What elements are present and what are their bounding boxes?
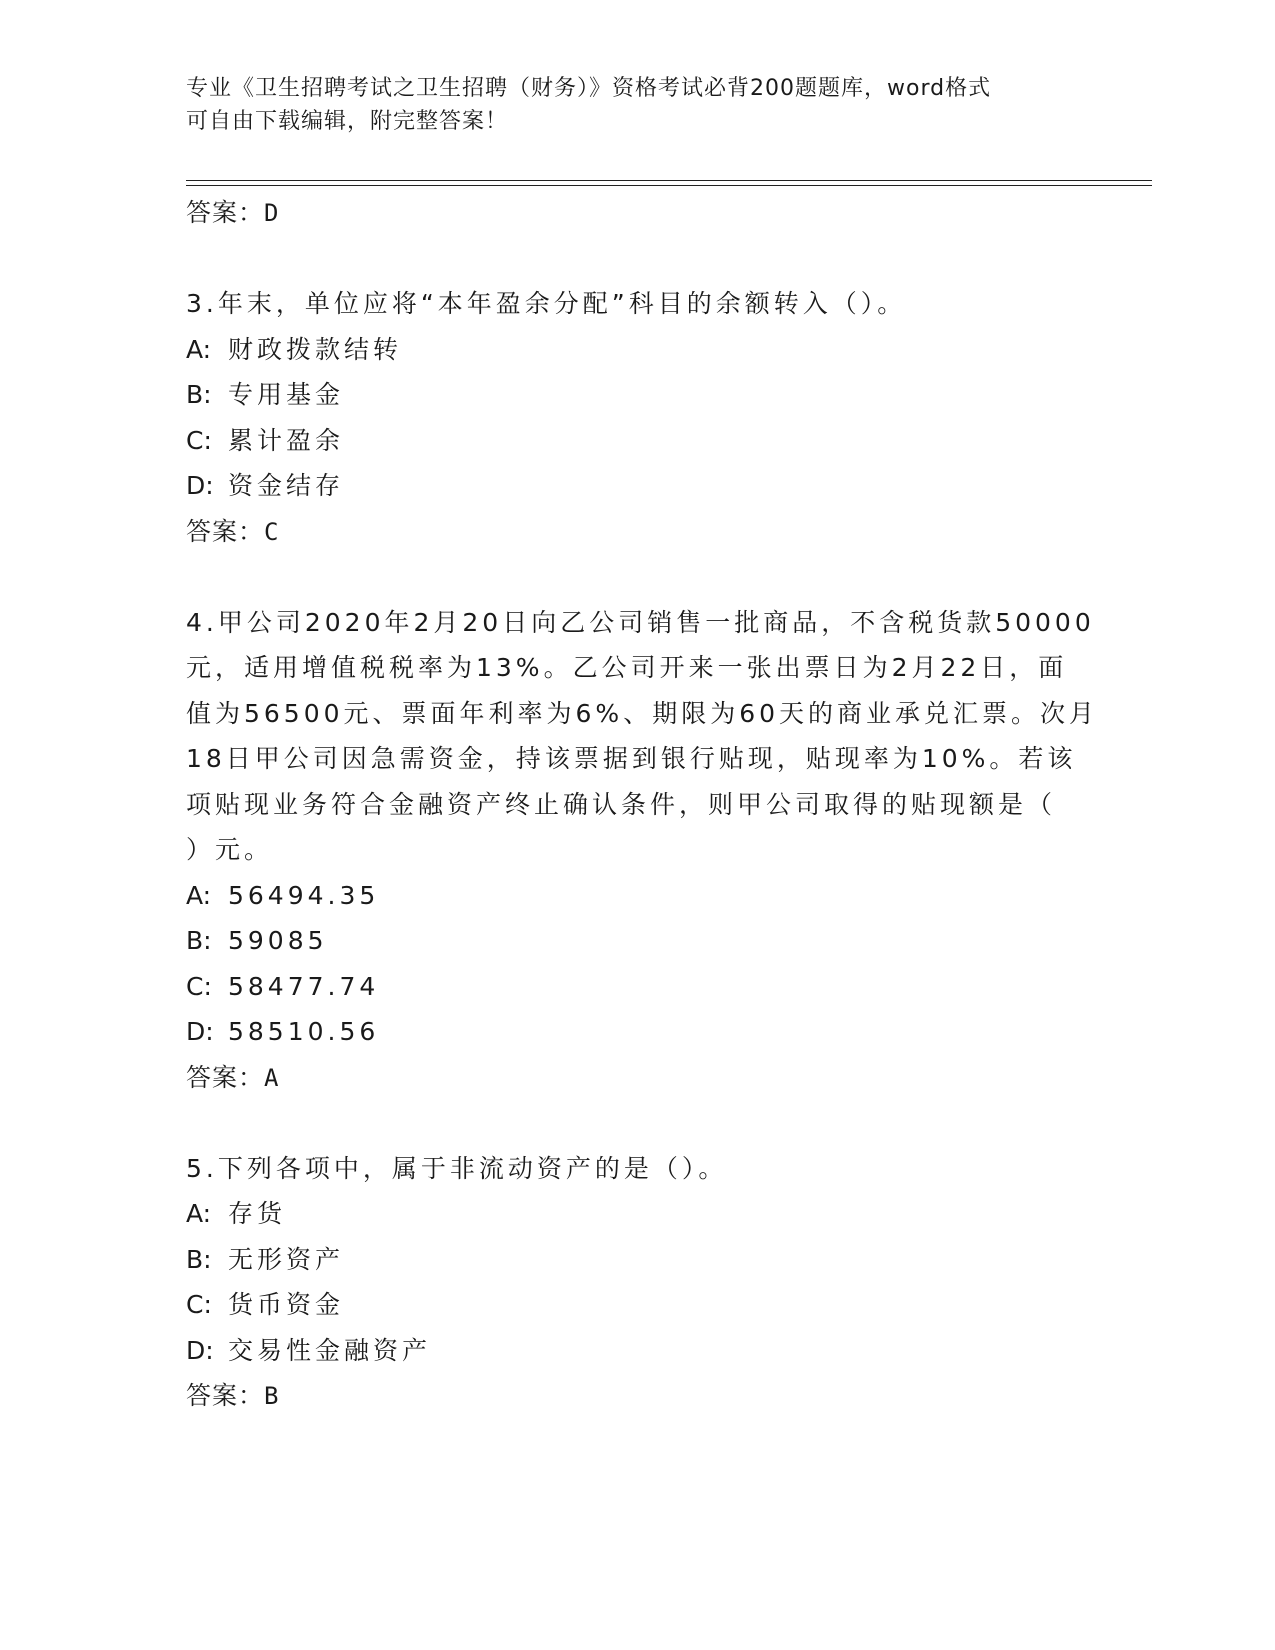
option-key: C: (186, 971, 212, 1001)
option-text: 货币资金 (228, 1290, 345, 1319)
option-a (186, 327, 1086, 373)
answer-label: 答案： (186, 516, 265, 546)
option-key: C: (186, 1290, 212, 1319)
option-key: A: (186, 334, 212, 364)
option-key: B: (186, 380, 212, 409)
option-a (186, 873, 1086, 919)
option-key: D: (186, 471, 214, 500)
stem-line: 5.下列各项中，属于非流动资产的是（）。 (186, 1153, 728, 1183)
question-stem (186, 600, 1099, 873)
option-text: 交易性金融资产 (228, 1335, 432, 1365)
header-line-2: 可自由下载编辑，附完整答案！ (186, 109, 509, 134)
answer-line (186, 190, 1086, 235)
header-divider-top (186, 180, 1152, 181)
option-text: 存货 (228, 1199, 287, 1228)
option-b (186, 372, 1086, 418)
option-c (186, 1282, 1086, 1328)
option-text: 56494.35 (228, 880, 380, 910)
option-text: 累计盈余 (228, 425, 345, 455)
stem-line: 4.甲公司2020年2月20日向乙公司销售一批商品，不含税货款50000 (186, 607, 1095, 637)
option-text: 58510.56 (228, 1017, 380, 1046)
question-list (186, 190, 1099, 1418)
option-key: C: (186, 425, 212, 455)
option-key: D: (186, 1017, 214, 1046)
option-text: 资金结存 (228, 471, 345, 500)
stem-line: 值为56500元、票面年利率为6%、期限为60天的商业承兑汇票。次月 (186, 698, 1099, 728)
option-c (186, 418, 1086, 464)
option-b (186, 1237, 1086, 1283)
question-block (186, 600, 1099, 1100)
question-stem (186, 1146, 1086, 1192)
option-d (186, 463, 1086, 509)
option-d (186, 1009, 1086, 1055)
answer-line (186, 1373, 1086, 1418)
option-key: A: (186, 880, 212, 910)
answer-value: A (264, 1063, 280, 1092)
header-line-1: 专业《卫生招聘考试之卫生招聘（财务）》资格考试必背200题题库，word格式 (186, 76, 992, 101)
answer-line (186, 1055, 1086, 1100)
document-header (186, 72, 1086, 138)
option-text: 59085 (228, 926, 328, 955)
stem-line: ）元。 (186, 835, 274, 864)
answer-label: 答案： (186, 198, 265, 227)
option-key: B: (186, 1244, 212, 1274)
answer-value: C (264, 517, 280, 546)
header-divider-bottom (186, 185, 1152, 186)
option-text: 财政拨款结转 (228, 334, 403, 364)
option-text: 无形资产 (228, 1244, 345, 1274)
stem-line: 3.年末，单位应将“本年盈余分配”科目的余额转入（）。 (186, 289, 907, 318)
question-block (186, 281, 1086, 554)
option-key: A: (186, 1199, 212, 1228)
answer-line (186, 509, 1086, 554)
answer-label: 答案： (186, 1381, 265, 1410)
option-key: B: (186, 926, 212, 955)
answer-value: B (264, 1382, 280, 1410)
option-text: 专用基金 (228, 380, 345, 409)
option-a (186, 1191, 1086, 1237)
question-block (186, 1146, 1086, 1419)
stem-line: 18日甲公司因急需资金，持该票据到银行贴现，贴现率为10%。若该 (186, 744, 1077, 773)
option-text: 58477.74 (228, 971, 380, 1001)
option-c (186, 964, 1086, 1010)
question-stem (186, 281, 1086, 327)
option-key: D: (186, 1335, 214, 1365)
option-b (186, 918, 1086, 964)
option-d (186, 1328, 1086, 1374)
stem-line: 元，适用增值税税率为13%。乙公司开来一张出票日为2月22日，面 (186, 653, 1068, 682)
answer-value: D (264, 199, 280, 227)
stem-line: 项贴现业务符合金融资产终止确认条件，则甲公司取得的贴现额是（ (186, 789, 1057, 819)
answer-label: 答案： (186, 1062, 265, 1092)
